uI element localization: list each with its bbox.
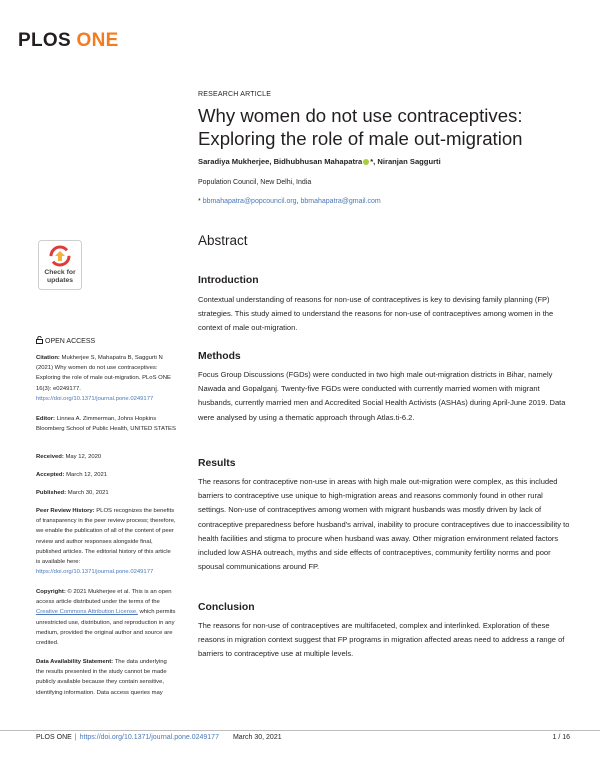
license-link[interactable]: Creative Commons Attribution License,	[36, 609, 138, 616]
footer-doi-link[interactable]: https://doi.org/10.1371/journal.pone.0249177	[79, 734, 219, 741]
check-for-updates-badge[interactable]	[38, 240, 82, 290]
editor-label: Editor:	[36, 416, 55, 422]
citation-doi-link[interactable]: https://doi.org/10.1371/journal.pone.0249177	[36, 395, 154, 402]
footer-date: March 30, 2021	[232, 734, 282, 741]
conclusion-text: The reasons for non-use of contraceptives are multifaceted, complex and interlinked. Exploration of these reasons in migration context suggest that FP programs in migration affected areas need to address a range of barriers to contraceptive use at multiple levels.	[198, 621, 565, 659]
author-2-mark: *,	[370, 157, 376, 166]
article-type: RESEARCH ARTICLE	[198, 91, 272, 98]
author-3[interactable]: Niranjan Saggurti	[377, 157, 441, 166]
affiliation: Population Council, New Delhi, India	[198, 179, 312, 186]
received-date: May 12, 2020	[65, 454, 102, 460]
journal-logo[interactable]	[18, 30, 119, 52]
copyright-text-2: which permits unrestricted use, distribution, and reproduction in any medium, provided the original author and source are credited.	[36, 609, 176, 647]
results-text: The reasons for contraceptive non-use in areas with high male out-migration were complex, as this included barriers to contraceptive use unique to high-migration areas and reasons commonly found in other rural settings. Non-use of contraceptives among women with migrant husbands was mostly driven by lack of contraceptive preparedness before husband's arrival, inability to procure contraceptives due to inaccessibility to health facilities and stigma to procure when husband was away. Other migration environment related factors included low ASHA outreach, myths and side effects of contraceptives, community fertility norms and poor spousal communications around FP.	[198, 477, 570, 572]
orcid-icon[interactable]	[363, 159, 369, 165]
author-list	[198, 157, 441, 166]
peer-review-link[interactable]: https://doi.org/10.1371/journal.pone.0249177	[36, 569, 154, 576]
copyright-label: Copyright:	[36, 589, 66, 595]
introduction-text: Contextual understanding of reasons for non-use of contraceptives is key to devising family planning (FP) strategies. This study aimed to understand the reasons for non-use of contraceptives among women in the context of male out-migration.	[198, 295, 554, 333]
data-availability-block	[36, 657, 176, 698]
email-link-2[interactable]: bbmahapatra@gmail.com	[300, 198, 381, 205]
published-date: March 30, 2021	[67, 490, 109, 496]
published-label: Published:	[36, 490, 67, 496]
citation-text: Mukherjee S, Mahapatra B, Saggurti N (2021) Why women do not use contraceptives: Exploring the role of male out-migration. PLoS ONE 16(3): e0249177.	[36, 355, 171, 392]
peer-review-label: Peer Review History:	[36, 508, 95, 514]
peer-review-text: PLOS recognizes the benefits of transparency in the peer review process; therefore, we enable the publication of all of the content of peer review and author responses alongside final, published articles. The editorial history of this article is available here:	[36, 508, 176, 566]
open-access-label: OPEN ACCESS	[45, 338, 96, 345]
citation-block	[36, 353, 176, 404]
copyright-block	[36, 587, 176, 648]
footer-journal: PLOS ONE	[36, 734, 72, 741]
accepted-date: March 12, 2021	[66, 472, 108, 478]
copyright-text-1: © 2021 Mukherjee et al. This is an open access article distributed under the terms of the	[36, 589, 172, 606]
methods-heading: Methods	[198, 351, 241, 362]
received-label: Received:	[36, 454, 64, 460]
conclusion-heading: Conclusion	[198, 602, 255, 613]
email-link-1[interactable]: bbmahapatra@popcouncil.org	[202, 198, 297, 205]
data-availability-label: Data Availability Statement:	[36, 659, 114, 665]
footer-divider	[0, 730, 600, 731]
open-lock-icon	[36, 336, 43, 344]
methods-text: Focus Group Discussions (FGDs) were conducted in two high male out-migration districts in Bihar, namely Nawada and Gopalganj. Twenty-five FGDs were conducted with currently married women with migrant husbands, currently married men and Accredited Social Health Activists (ASHAs) during April-June 2019. Data were analysed by using a thematic approach through Atlas.ti-6.2.	[198, 370, 566, 422]
citation-label: Citation:	[36, 355, 60, 361]
footer: PLOS ONE | https://doi.org/10.1371/journal.pone.0249177 March 30, 2021	[36, 734, 282, 741]
introduction-heading: Introduction	[198, 275, 259, 286]
journal-logo-part1: PLOS	[18, 30, 71, 51]
article-title: Why women do not use contraceptives: Exploring the role of male out-migration	[198, 105, 523, 149]
accepted-block	[36, 470, 176, 480]
author-2[interactable]: Bidhubhusan Mahapatra	[273, 157, 363, 166]
open-access[interactable]	[36, 336, 95, 345]
email-mark: *	[198, 198, 201, 205]
data-availability-text: The data underlying the results presented in the study cannot be made publicly available because they contain sensitive, identifying information. Data access queries may	[36, 659, 167, 696]
email-separator: ,	[296, 198, 299, 205]
abstract-heading: Abstract	[198, 233, 248, 248]
journal-logo-part2: ONE	[76, 30, 119, 51]
accepted-label: Accepted:	[36, 472, 65, 478]
correspondence-email	[198, 198, 381, 205]
page-number: 1 / 16	[552, 734, 570, 741]
editor-block	[36, 414, 176, 434]
badge-line-2: updates	[46, 277, 74, 284]
author-1[interactable]: Saradiya Mukherjee,	[198, 157, 272, 166]
received-block	[36, 452, 176, 462]
badge-line-1: Check for	[44, 269, 76, 276]
peer-review-block	[36, 506, 176, 577]
results-heading: Results	[198, 458, 236, 469]
published-block	[36, 488, 176, 498]
editor-text: Linnea A. Zimmerman, Johns Hopkins Bloomberg School of Public Health, UNITED STATES	[36, 416, 176, 433]
